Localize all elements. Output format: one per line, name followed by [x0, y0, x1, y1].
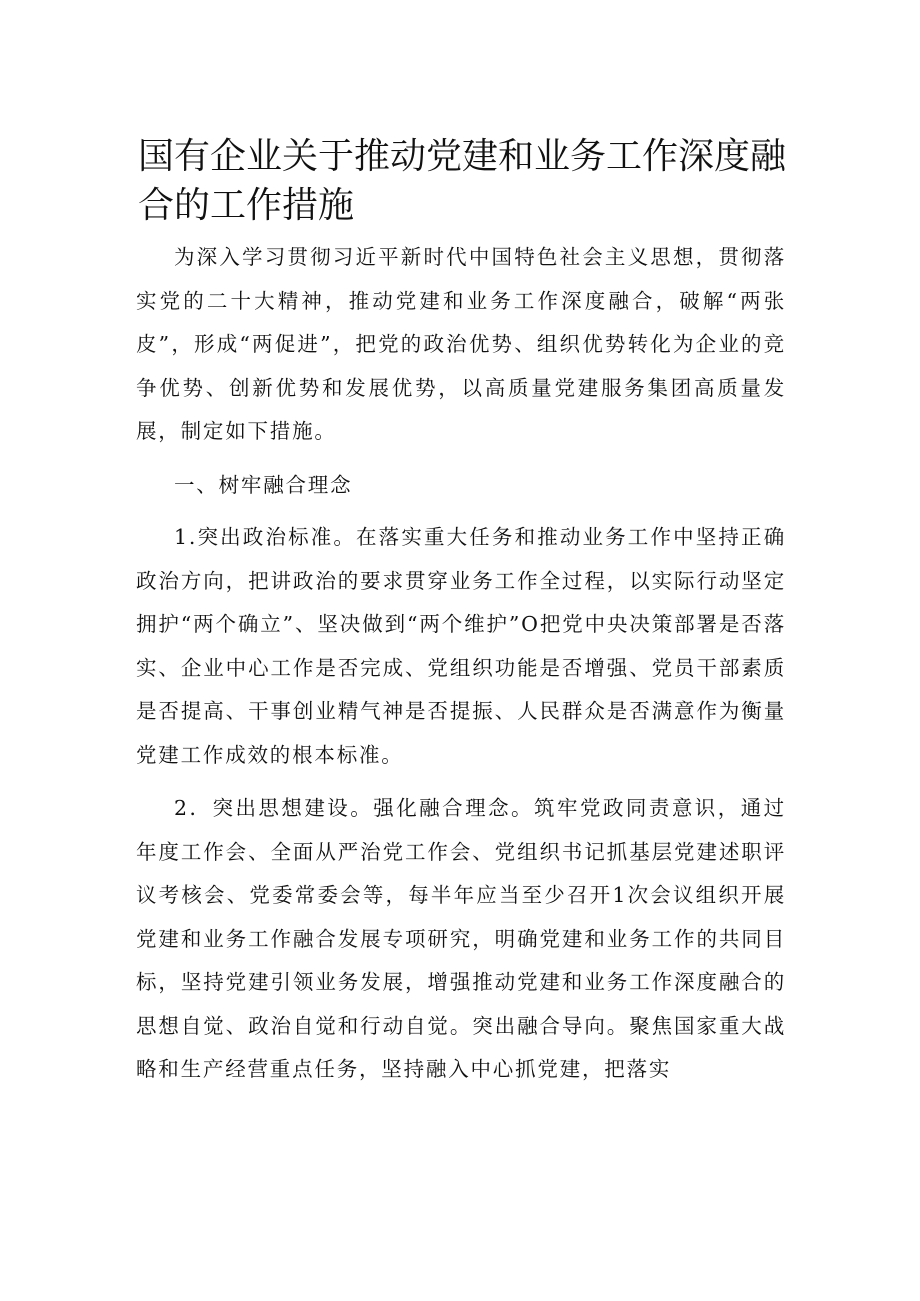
- intro-paragraph: 为深入学习贯彻习近平新时代中国特色社会主义思想，贯彻落实党的二十大精神，推动党建和业务工作深度融合，破解“两张皮”，形成“两促进”，把党的政治优势、组织优势转化为企业的竞争优势、创新优势和发展优势，以高质量党建服务集团高质量发展，制定如下措施。: [136, 245, 786, 443]
- item-1-paragraph: 1.突出政治标准。在落实重大任务和推动业务工作中坚持正确政治方向，把讲政治的要求贯穿业务工作全过程，以实际行动坚定拥护“两个确立”、坚决做到“两个维护”O把党中央决策部署是否落实、企业中心工作是否完成、党组织功能是否增强、党员干部素质是否提高、干事创业精气神是否提振、人民群众是否满意作为衡量党建工作成效的根本标准。: [136, 525, 786, 767]
- document-title: 国有企业关于推动党建和业务工作深度融合的工作措施: [138, 136, 787, 226]
- section-heading: 一、树牢融合理念: [174, 472, 353, 497]
- item-2-paragraph: 2．突出思想建设。强化融合理念。筑牢党政同责意识，通过年度工作会、全面从严治党工作会、党组织书记抓基层党建述职评议考核会、党委常委会等，每半年应当至少召开1次会议组织开展党建和业务工作融合发展专项研究，明确党建和业务工作的共同目标，坚持党建引领业务发展，增强推动党建和业务工作深度融合的思想自觉、政治自觉和行动自觉。突出融合导向。聚焦国家重大战略和生产经营重点任务，坚持融入中心抓党建，把落实: [136, 796, 786, 1081]
- document-body: [136, 236, 786, 1102]
